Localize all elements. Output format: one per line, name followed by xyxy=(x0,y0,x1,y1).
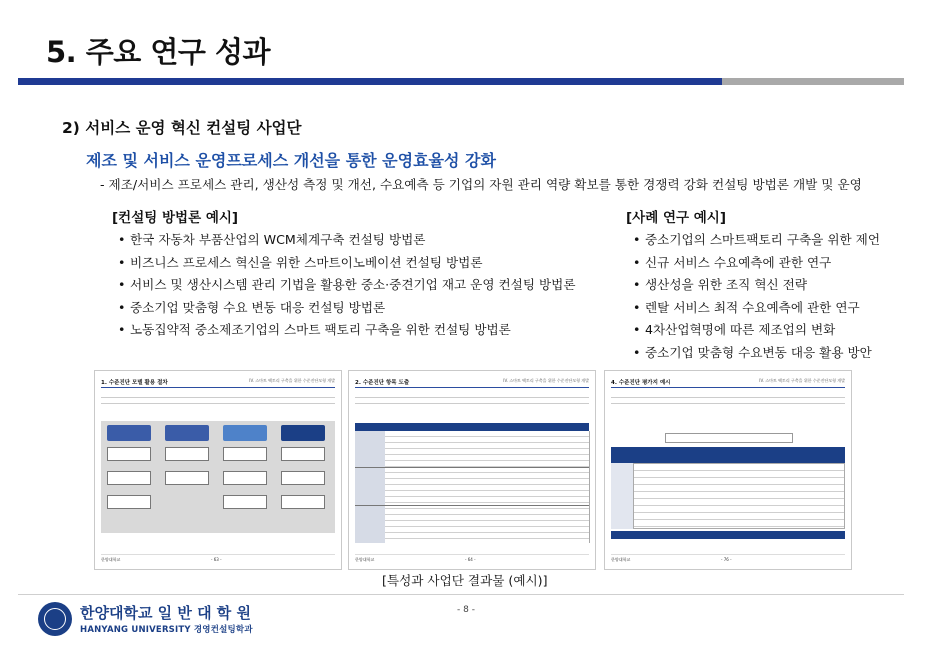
list-item: • 4차산업혁명에 따른 제조업의 변화 xyxy=(633,319,880,342)
table-divider xyxy=(355,467,589,468)
table-row-labels xyxy=(355,431,385,543)
thumbnail-page: - 64 - xyxy=(465,557,476,562)
list-item: • 서비스 및 생산시스템 관리 기법을 활용한 중소·중견기업 재고 운영 컨설팅 방법론 xyxy=(118,274,576,297)
thumbnail-footer xyxy=(101,554,335,565)
logo-text: 한양대학교 xyxy=(355,557,375,562)
result-thumbnail-2 xyxy=(348,370,596,570)
table-header xyxy=(355,423,589,431)
list-item: • 렌탈 서비스 최적 수요예측에 관한 연구 xyxy=(633,297,880,320)
title-underline-accent xyxy=(18,78,722,85)
thumbnail-rule xyxy=(101,387,335,388)
description: - 제조/서비스 프로세스 관리, 생산성 측정 및 개선, 수요예측 등 기업의 자원 관리 역량 확보를 통한 경쟁력 강화 컨설팅 방법론 개발 및 운영 xyxy=(100,177,862,192)
thumbnail-page: - 76 - xyxy=(721,557,732,562)
list-item: • 신규 서비스 수요예측에 관한 연구 xyxy=(633,252,880,275)
sheet-header xyxy=(611,447,845,463)
slide-title: 5. 주요 연구 성과 xyxy=(46,35,271,69)
list-item: • 중소기업의 스마트팩토리 구축을 위한 제언 xyxy=(633,229,880,252)
flow-box xyxy=(281,447,325,461)
list-item: • 한국 자동차 부품산업의 WCM체계구축 컨설팅 방법론 xyxy=(118,229,576,252)
flow-header xyxy=(107,425,151,441)
sheet-title-box xyxy=(665,433,793,443)
flow-box xyxy=(107,471,151,485)
sheet-summary xyxy=(611,531,845,539)
flow-box xyxy=(223,495,267,509)
flow-diagram xyxy=(101,421,335,533)
methods-list xyxy=(118,229,576,342)
methods-heading: [컨설팅 방법론 예시] xyxy=(112,210,239,226)
thumbnail-text-block xyxy=(101,393,335,407)
footer-divider xyxy=(18,594,904,595)
list-item: • 노동집약적 중소제조기업의 스마트 팩토리 구축을 위한 컨설팅 방법론 xyxy=(118,319,576,342)
university-name: 한양대학교 일 반 대 학 원 xyxy=(80,604,252,622)
university-seal-icon xyxy=(38,602,72,636)
table-body xyxy=(385,431,590,543)
section-subtitle: 2) 서비스 운영 혁신 컨설팅 사업단 xyxy=(62,119,302,137)
thumbnail-text-block xyxy=(611,393,845,407)
sheet-row-labels xyxy=(611,463,634,529)
thumbnail-footer xyxy=(611,554,845,565)
flow-box xyxy=(223,471,267,485)
department-name: HANYANG UNIVERSITY 경영컨설팅학과 xyxy=(80,625,253,635)
list-item: • 생산성을 위한 조직 혁신 전략 xyxy=(633,274,880,297)
page-number: - 8 - xyxy=(457,605,475,615)
thumbnail-text-block xyxy=(355,393,589,407)
result-thumbnail-3 xyxy=(604,370,852,570)
thumbnail-tag: IV. 스마트 팩토리 구축을 위한 수준진단모형 개발 xyxy=(249,378,335,383)
flow-box xyxy=(223,447,267,461)
logo-text: 한양대학교 xyxy=(611,557,631,562)
flow-box xyxy=(281,495,325,509)
thumbnail-rule xyxy=(355,387,589,388)
thumbnail-heading: 4. 수준진단 평가지 예시 xyxy=(611,380,671,386)
list-item: • 비즈니스 프로세스 혁신을 위한 스마트이노베이션 컨설팅 방법론 xyxy=(118,252,576,275)
thumbnail-page: - 63 - xyxy=(211,557,222,562)
cases-heading: [사례 연구 예시] xyxy=(626,210,726,226)
flow-box xyxy=(165,471,209,485)
thumbnail-heading: 1. 수준진단 모델 활용 절차 xyxy=(101,380,168,386)
flow-header xyxy=(223,425,267,441)
flow-box xyxy=(107,495,151,509)
thumbnail-footer xyxy=(355,554,589,565)
table-divider xyxy=(355,505,589,506)
thumbnail-tag: IV. 스마트 팩토리 구축을 위한 수준진단모형 개발 xyxy=(503,378,589,383)
thumbnail-tag: IV. 스마트 팩토리 구축을 위한 수준진단모형 개발 xyxy=(759,378,845,383)
flow-box xyxy=(107,447,151,461)
logo-text: 한양대학교 xyxy=(101,557,121,562)
sheet-body xyxy=(611,463,845,529)
flow-header xyxy=(165,425,209,441)
flow-box xyxy=(165,447,209,461)
list-item: • 중소기업 맞춤형 수요변동 대응 활용 방안 xyxy=(633,342,880,365)
flow-box xyxy=(281,471,325,485)
result-thumbnail-1 xyxy=(94,370,342,570)
headline: 제조 및 서비스 운영프로세스 개선을 통한 운영효율성 강화 xyxy=(86,151,496,170)
flow-header xyxy=(281,425,325,441)
figure-caption: [특성과 사업단 결과물 (예시)] xyxy=(382,573,548,588)
thumbnail-rule xyxy=(611,387,845,388)
list-item: • 중소기업 맞춤형 수요 변동 대응 컨설팅 방법론 xyxy=(118,297,576,320)
thumbnail-heading: 2. 수준진단 항목 도출 xyxy=(355,380,410,386)
cases-list xyxy=(633,229,880,365)
